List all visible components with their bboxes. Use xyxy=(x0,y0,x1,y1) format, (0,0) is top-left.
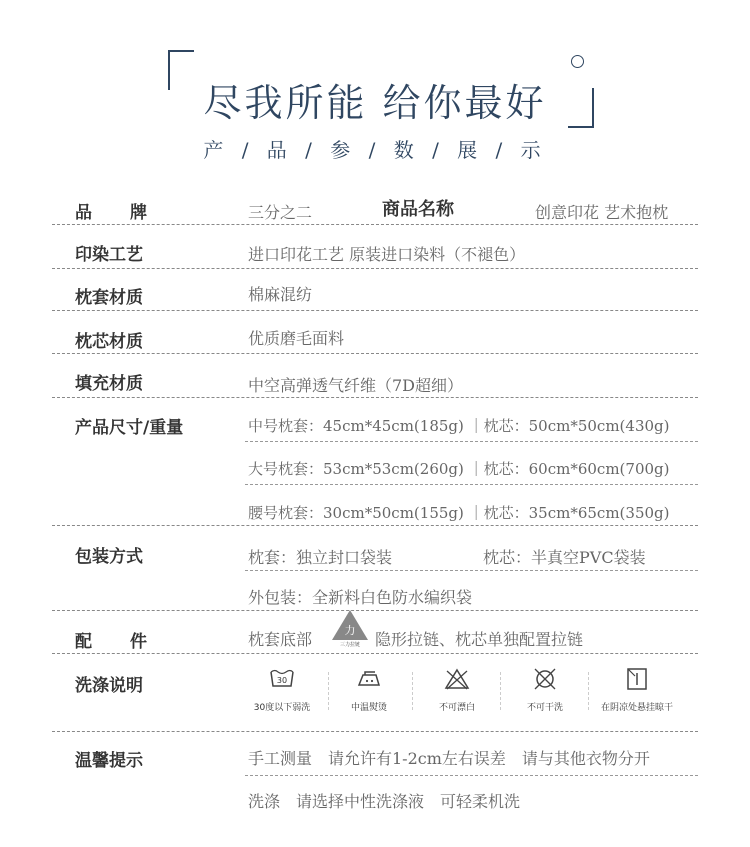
packaging-label: 包装方式 xyxy=(75,547,143,567)
care-item xyxy=(597,668,677,713)
row-divider xyxy=(52,268,698,269)
page-title: 尽我所能 给你最好 xyxy=(203,81,547,125)
core-material-value: 优质磨毛面料 xyxy=(248,329,345,348)
row-divider xyxy=(52,224,698,225)
row-divider xyxy=(52,353,698,354)
care-item xyxy=(417,668,497,713)
filling-label: 填充材质 xyxy=(75,374,143,394)
tips-label: 温馨提示 xyxy=(75,751,143,771)
tips-line-1: 手工测量 请允许有1-2cm左右误差 请与其他衣物分开 xyxy=(248,749,650,768)
zipper-brand-logo xyxy=(330,609,370,649)
iron-icon xyxy=(356,668,382,690)
circle-ornament xyxy=(571,55,584,68)
washing-label: 洗涤说明 xyxy=(75,676,143,696)
filling-value: 中空高弹透气纤维（7D超细） xyxy=(248,376,464,395)
size-line-large: 大号枕套：53cm*53cm(260g) ｜枕芯：60cm*60cm(700g) xyxy=(248,460,670,478)
hang-dry-shade-icon xyxy=(624,668,650,690)
row-divider xyxy=(245,484,698,485)
brand-label: 品牌 xyxy=(75,203,185,223)
row-divider xyxy=(52,731,698,732)
care-item xyxy=(242,668,322,713)
accessories-prefix: 枕套底部 xyxy=(248,630,313,649)
row-divider xyxy=(52,610,698,611)
logo-text: 三力拉链 xyxy=(339,642,360,648)
row-divider xyxy=(52,653,698,654)
row-divider xyxy=(245,570,698,571)
care-separator xyxy=(412,672,413,710)
logo-triangle-icon xyxy=(330,609,370,641)
size-line-medium: 中号枕套：45cm*45cm(185g) ｜枕芯：50cm*50cm(430g) xyxy=(248,417,670,435)
care-separator xyxy=(500,672,501,710)
care-text-wash: 30度以下弱洗 xyxy=(253,703,311,713)
no-dry-clean-icon xyxy=(532,668,558,690)
no-bleach-icon xyxy=(444,668,470,690)
size-line-waist: 腰号枕套：30cm*50cm(155g) ｜枕芯：35cm*65cm(350g) xyxy=(248,504,670,522)
cover-material-label: 枕套材质 xyxy=(75,288,143,308)
row-divider xyxy=(52,397,698,398)
core-material-label: 枕芯材质 xyxy=(75,332,143,352)
size-label: 产品尺寸/重量 xyxy=(75,418,184,438)
page-subtitle: 产 / 品 / 参 / 数 / 展 / 示 xyxy=(203,138,547,162)
product-name-label: 商品名称 xyxy=(382,199,454,220)
care-text-bleach: 不可漂白 xyxy=(438,703,475,713)
logo-mark: 力 xyxy=(344,624,356,637)
care-text-hangdry: 在阴凉处悬挂晾干 xyxy=(600,703,673,713)
packaging-outer: 外包装：全新料白色防水编织袋 xyxy=(248,588,473,607)
accessories-label: 配件 xyxy=(75,632,185,652)
care-separator xyxy=(588,672,589,710)
row-divider xyxy=(245,441,698,442)
care-item xyxy=(329,668,409,713)
packaging-cover: 枕套：独立封口袋装 xyxy=(248,548,393,567)
row-divider xyxy=(245,775,698,776)
printing-value: 进口印花工艺 原装进口染料（不褪色） xyxy=(248,245,526,264)
row-divider xyxy=(52,525,698,526)
row-divider xyxy=(52,310,698,311)
care-item xyxy=(505,668,585,713)
wash-30-icon xyxy=(269,668,295,690)
care-text-iron: 中温熨烫 xyxy=(350,703,387,713)
brand-value: 三分之二 xyxy=(248,203,313,222)
care-text-dryclean: 不可干洗 xyxy=(526,703,563,713)
packaging-core: 枕芯：半真空PVC袋装 xyxy=(483,548,646,567)
printing-label: 印染工艺 xyxy=(75,245,143,265)
tips-line-2: 洗涤 请选择中性洗涤液 可轻柔机洗 xyxy=(248,792,521,811)
cover-material-value: 棉麻混纺 xyxy=(248,285,313,304)
product-name-value: 创意印花 艺术抱枕 xyxy=(535,203,669,222)
accessories-suffix: 隐形拉链、枕芯单独配置拉链 xyxy=(375,630,584,649)
wash-temp: 30 xyxy=(276,676,288,685)
